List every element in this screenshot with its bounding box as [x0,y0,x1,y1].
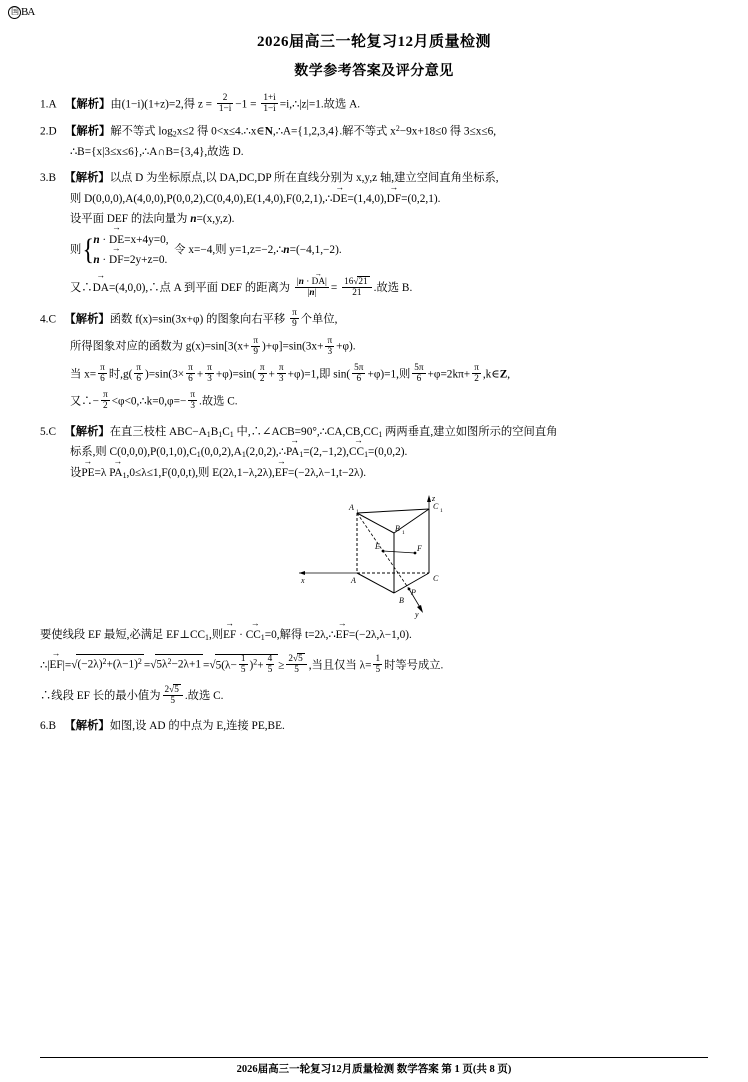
answer-line: 则 D(0,0,0),A(4,0,0),P(0,0,2),C(0,4,0),E(1,4,0),F(0,2,1),∴DE →=(1,4,0),DF →=(0,2,1). [40,189,708,210]
svg-text:y: y [415,609,419,619]
svg-text:E: E [375,541,380,551]
svg-text:B: B [399,595,404,605]
answer-number: 1.A [40,98,57,111]
analysis-tag: 【解析】 [64,313,110,326]
answer-number: 6.B [40,719,57,732]
analysis-tag: 【解析】 [64,719,110,732]
answer-line: 设PE →=λ $PA_1 \to,0\le\lambda\le 1,F(0,0,t)$,则 E(2λ,1−λ,2λ),EF →=(−2λ,λ−1,t−2λ). [40,463,708,484]
svg-text:x: x [301,575,305,585]
answer-line: 5.C 【解析】在直三枝柱 $ABC-A_1B_1C_1$ 中$,\therefore\angle ACB=90^\circ,\therefore CA,CB,CC_1$ 两两垂直,建立如图所示的空间直角 [40,425,558,439]
prism-figure [239,491,509,621]
answer-line: ∴B={x|3≤x≤6},∴A∩B={3,4},故选 D. [70,145,244,158]
answer-item-5-continued [40,625,708,707]
answer-item-4 [40,309,708,413]
answer-line: 3.B 【解析】以点 D 为坐标原点,以 DA,DC,DP 所在直线分别为 x,y,z 轴,建立空间直角坐标系, [40,172,499,185]
answer-line [40,717,708,737]
answer-line-brace: 则 { n · DE →=x+4y=0, n · DF →=2y+z=0. 令 x=−4,则 y=1,z=−2,∴n=(−4,1,−2). [40,230,708,271]
answer-item-5 [40,423,708,484]
answer-number: 2.D [40,125,57,138]
answers-body [40,94,708,737]
page-subtitle: 数学参考答案及评分意见 [294,64,454,79]
answer-number: 4.C [40,313,57,326]
answer-line: ∴线段 EF 长的最小值为 $\frac{2√5}{5}$ .故选 C. [40,684,224,706]
page-footer: 2026届高三一轮复习12月质量检测 数学答案 第 1 页(共 8 页) [40,1057,708,1076]
svg-text:P: P [411,587,416,597]
logo-text: BA [21,6,35,19]
page-title: 2026届高三一轮复习12月质量检测 [256,34,491,50]
answer-line: 所得图象对应的函数为 g(x)=sin[3(x+ $\frac{\pi}{9}$ )+φ]=sin(3x+ $\frac{\pi}{3}$ +φ). [70,335,356,357]
answer-line: 又∴− $\frac{\pi}{2}$ <φ<0,∴k=0,φ=− $\frac{\pi}{3}$ .故选 C. [70,390,238,412]
logo-circle-icon: 国 [8,6,21,19]
answer-line: 设平面 DEF 的法向量为 n=(x,y,z). [70,212,235,225]
answer-line: 标系,则 $C(0,0,0),P(0,1,0),C_1(0,0,2),A_1(2,0,2),\therefore PA_1 \to=(2,-1,2),CC_1 \to=(0,0,2)$. [40,442,708,463]
answer-item-6 [40,717,708,737]
answer-text: 如图,设 AD 的中点为 E,连接 PE,BE. [109,719,285,732]
answer-line: ∴|EF $\to|=√(-2\lambda)^2+(\lambda-1)^2 =√5\lambda^2-2\lambda+1 =√5(\lambda-$ $\frac{1}{5}$ )$^2$+ $\frac{4}{5}$ ≥ $\frac{2√5}{5}$ ,当且仅当 λ= $\frac{1}{5}$ 时等号成立. [40,654,708,677]
svg-text:C: C [433,573,439,583]
answer-line: 1.A 【解析】由(1−i)(1+z)=2,得 z = $\frac{2}{1-i}$ −1 = $\frac{1+i}{1-i}$ =i,∴|z|=1.故选 A. [40,93,361,115]
analysis-tag: 【解析】 [64,425,110,438]
analysis-tag: 【解析】 [65,98,111,111]
answer-line: 4.C 【解析】函数 f(x)=sin(3x+φ) 的图象向右平移 $\frac{\pi}{9}$ 个单位, [40,308,338,330]
analysis-tag: 【解析】 [65,125,111,138]
svg-text:C: C [433,501,439,511]
answer-line: 当 x= $\frac{\pi}{6}$ 时,g( $\frac{\pi}{6}$ )=sin(3× $\frac{\pi}{6}$ + $\frac{\pi}{3}$ +φ)=sin( $\frac{\pi}{2}$ + $\frac{\pi}{3}$ +φ)=1,即 sin( $\frac{5\pi}{6}$ +φ)=1,则 $\frac{5\pi}{6}$ +φ=2kπ+ $\frac{\pi}{2}$ ,k∈Z, [70,362,511,385]
answer-number: 3.B [40,172,57,185]
answer-number: 5.C [40,425,57,438]
svg-text:A: A [351,575,356,585]
svg-text:z: z [432,493,436,503]
analysis-tag: 【解析】 [64,172,110,185]
svg-text:1: 1 [440,507,443,514]
svg-text:B: B [395,523,400,533]
svg-text:1: 1 [356,508,359,515]
svg-text:F: F [417,543,422,553]
svg-text:A: A [349,502,354,512]
answer-line: 2.D 【解析】解不等式 $\log_2x\le 2$ 得 0<x≤4.∴x∈N,∴A={1,2,3,4}.解不等式 $x^2-9x+18\le 0$ 得 3≤x≤6, [40,124,497,139]
answer-item-2 [40,122,708,162]
answer-item-3 [40,169,708,299]
answer-line: 要使线段 EF 最短,必满足 $EF\perp CC_1$,则EF → · $CC_1 \to=0$,解得 t=2λ,∴EF →=(−2λ,λ−1,0). [40,625,708,646]
publisher-logo [8,6,34,19]
answer-item-1 [40,94,708,115]
answer-line: 又∴DA →=(4,0,0),∴点 A 到平面 DEF 的距离为 $\frac{|n \cdot DA \to|}{|n|}$ = $\frac{16√21}{21}$ .故选 B. [40,277,708,299]
svg-text:1: 1 [402,529,405,536]
